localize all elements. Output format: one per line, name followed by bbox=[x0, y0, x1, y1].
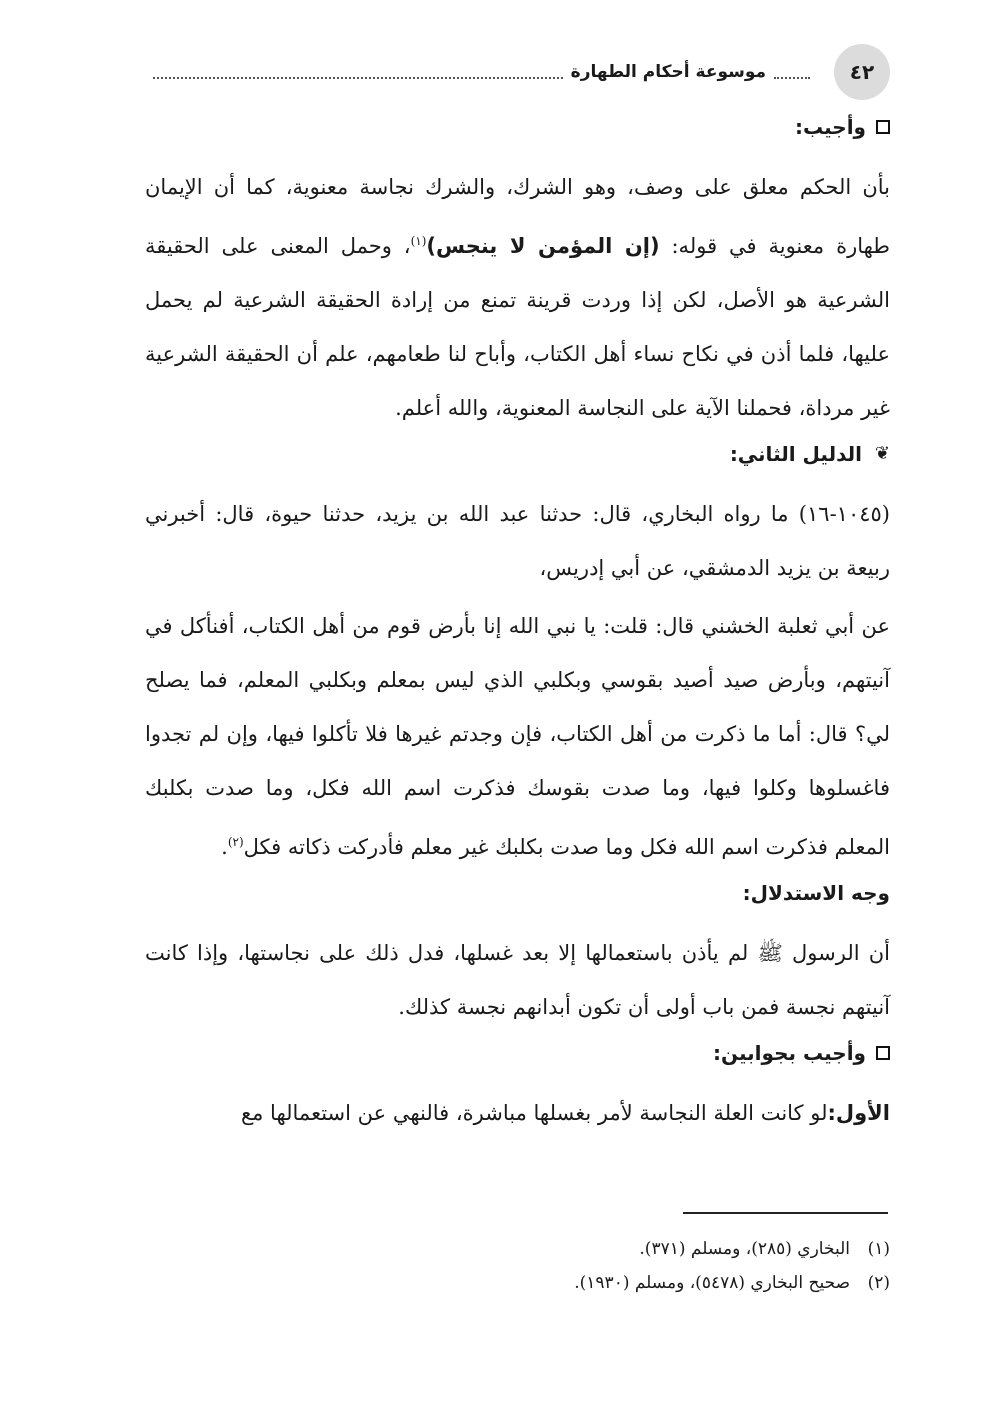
heading-inference-label: وجه الاستدلال: bbox=[742, 881, 890, 905]
paragraph-3 bbox=[145, 599, 890, 874]
heading-two-answers bbox=[145, 1038, 890, 1068]
footnote-separator bbox=[683, 1212, 888, 1214]
footnote-ref-1: (١) bbox=[410, 234, 427, 248]
heading-second-evidence-label: الدليل الثاني: bbox=[729, 442, 862, 466]
p1-quote: (إن المؤمن لا ينجس) bbox=[426, 234, 660, 258]
heading-answer bbox=[145, 112, 890, 142]
p5-lead: الأول: bbox=[827, 1101, 890, 1125]
p2-text: (١٠٤٥-١٦) ما رواه البخاري، قال: حدثنا عبد الله بن يزيد، حدثنا حيوة، قال: أخبرني ربيعة بن يزيد الدمشقي، عن أبي إدريس، bbox=[145, 502, 890, 580]
page-number-badge bbox=[834, 44, 890, 100]
paragraph-4 bbox=[145, 926, 890, 1034]
footnote-item bbox=[145, 1232, 890, 1266]
page-header bbox=[145, 44, 890, 100]
page-number: ٤٢ bbox=[849, 60, 875, 84]
footnote-number: (١) bbox=[867, 1239, 890, 1259]
heading-second-evidence bbox=[145, 439, 890, 469]
checkbox-square-icon bbox=[876, 120, 890, 134]
checkbox-square-icon bbox=[876, 1046, 890, 1060]
paragraph-1 bbox=[145, 160, 890, 435]
p3-text-b: . bbox=[221, 835, 228, 859]
p1-text-b: ، وحمل المعنى على الحقيقة الشرعية هو الأصل، لكن إذا وردت قرينة تمنع من إرادة الحقيقة الشرعية لم يحمل عليها، فلما أذن في نكاح نساء أهل الكتاب، وأباح لنا طعامهم، علم أن الحقيقة الشرعية غير مرداة، فحملنا الآية على النجاسة المعنوية، والله أعلم. bbox=[145, 234, 890, 420]
header-dots-left bbox=[153, 77, 563, 79]
running-title-row bbox=[145, 58, 818, 86]
heading-inference bbox=[145, 878, 890, 908]
leaf-ornament-icon: ❦ bbox=[874, 443, 890, 464]
footnote-text: البخاري (٢٨٥)، ومسلم (٣٧١). bbox=[639, 1239, 850, 1259]
heading-two-answers-label: وأجيب بجوابين: bbox=[713, 1041, 866, 1065]
footnote-text: صحيح البخاري (٥٤٧٨)، ومسلم (١٩٣٠). bbox=[574, 1273, 850, 1293]
footnotes bbox=[145, 1232, 890, 1300]
p5-text: لو كانت العلة النجاسة لأمر بغسلها مباشرة، فالنهي عن استعمالها مع bbox=[240, 1101, 828, 1125]
p3-text-a: عن أبي ثعلبة الخشني قال: قلت: يا نبي الله إنا بأرض قوم من أهل الكتاب، أفنأكل في آنيتهم، وبأرض صيد أصيد بقوسي وبكلبي الذي ليس بمعلم وبكلبي المعلم، فما يصلح لي؟ قال: أما ما ذكرت من أهل الكتاب، فإن وجدتم غيرها فلا تأكلوا فيها، وإن لم تجدوا فاغسلوها وكلوا فيها، وما صدت بقوسك فذكرت اسم الله فكل، وما صدت بكلبك المعلم فذكرت اسم الله فكل وما صدت بكلبك غير معلم فأدركت ذكاته فكل bbox=[145, 614, 890, 859]
p1-text-a: بأن الحكم معلق على وصف، وهو الشرك، والشرك نجاسة معنوية، كما أن الإيمان طهارة معنوية في قوله: bbox=[145, 175, 891, 258]
paragraph-2 bbox=[145, 487, 890, 595]
heading-answer-label: وأجيب: bbox=[794, 115, 866, 139]
running-title: موسوعة أحكام الطهارة bbox=[570, 62, 766, 82]
p4-text: أن الرسول ﷺ لم يأذن باستعمالها إلا بعد غسلها، فدل ذلك على نجاستها، وإذا كانت آنيتهم نجسة فمن باب أولى أن تكون أبدانهم نجسة كذلك. bbox=[145, 941, 890, 1019]
main-text bbox=[145, 112, 890, 1144]
header-dots-right bbox=[774, 77, 810, 79]
footnote-ref-2: (٢) bbox=[227, 835, 244, 849]
footnote-number: (٢) bbox=[867, 1273, 890, 1293]
footnote-item bbox=[145, 1266, 890, 1300]
paragraph-5 bbox=[145, 1086, 890, 1140]
